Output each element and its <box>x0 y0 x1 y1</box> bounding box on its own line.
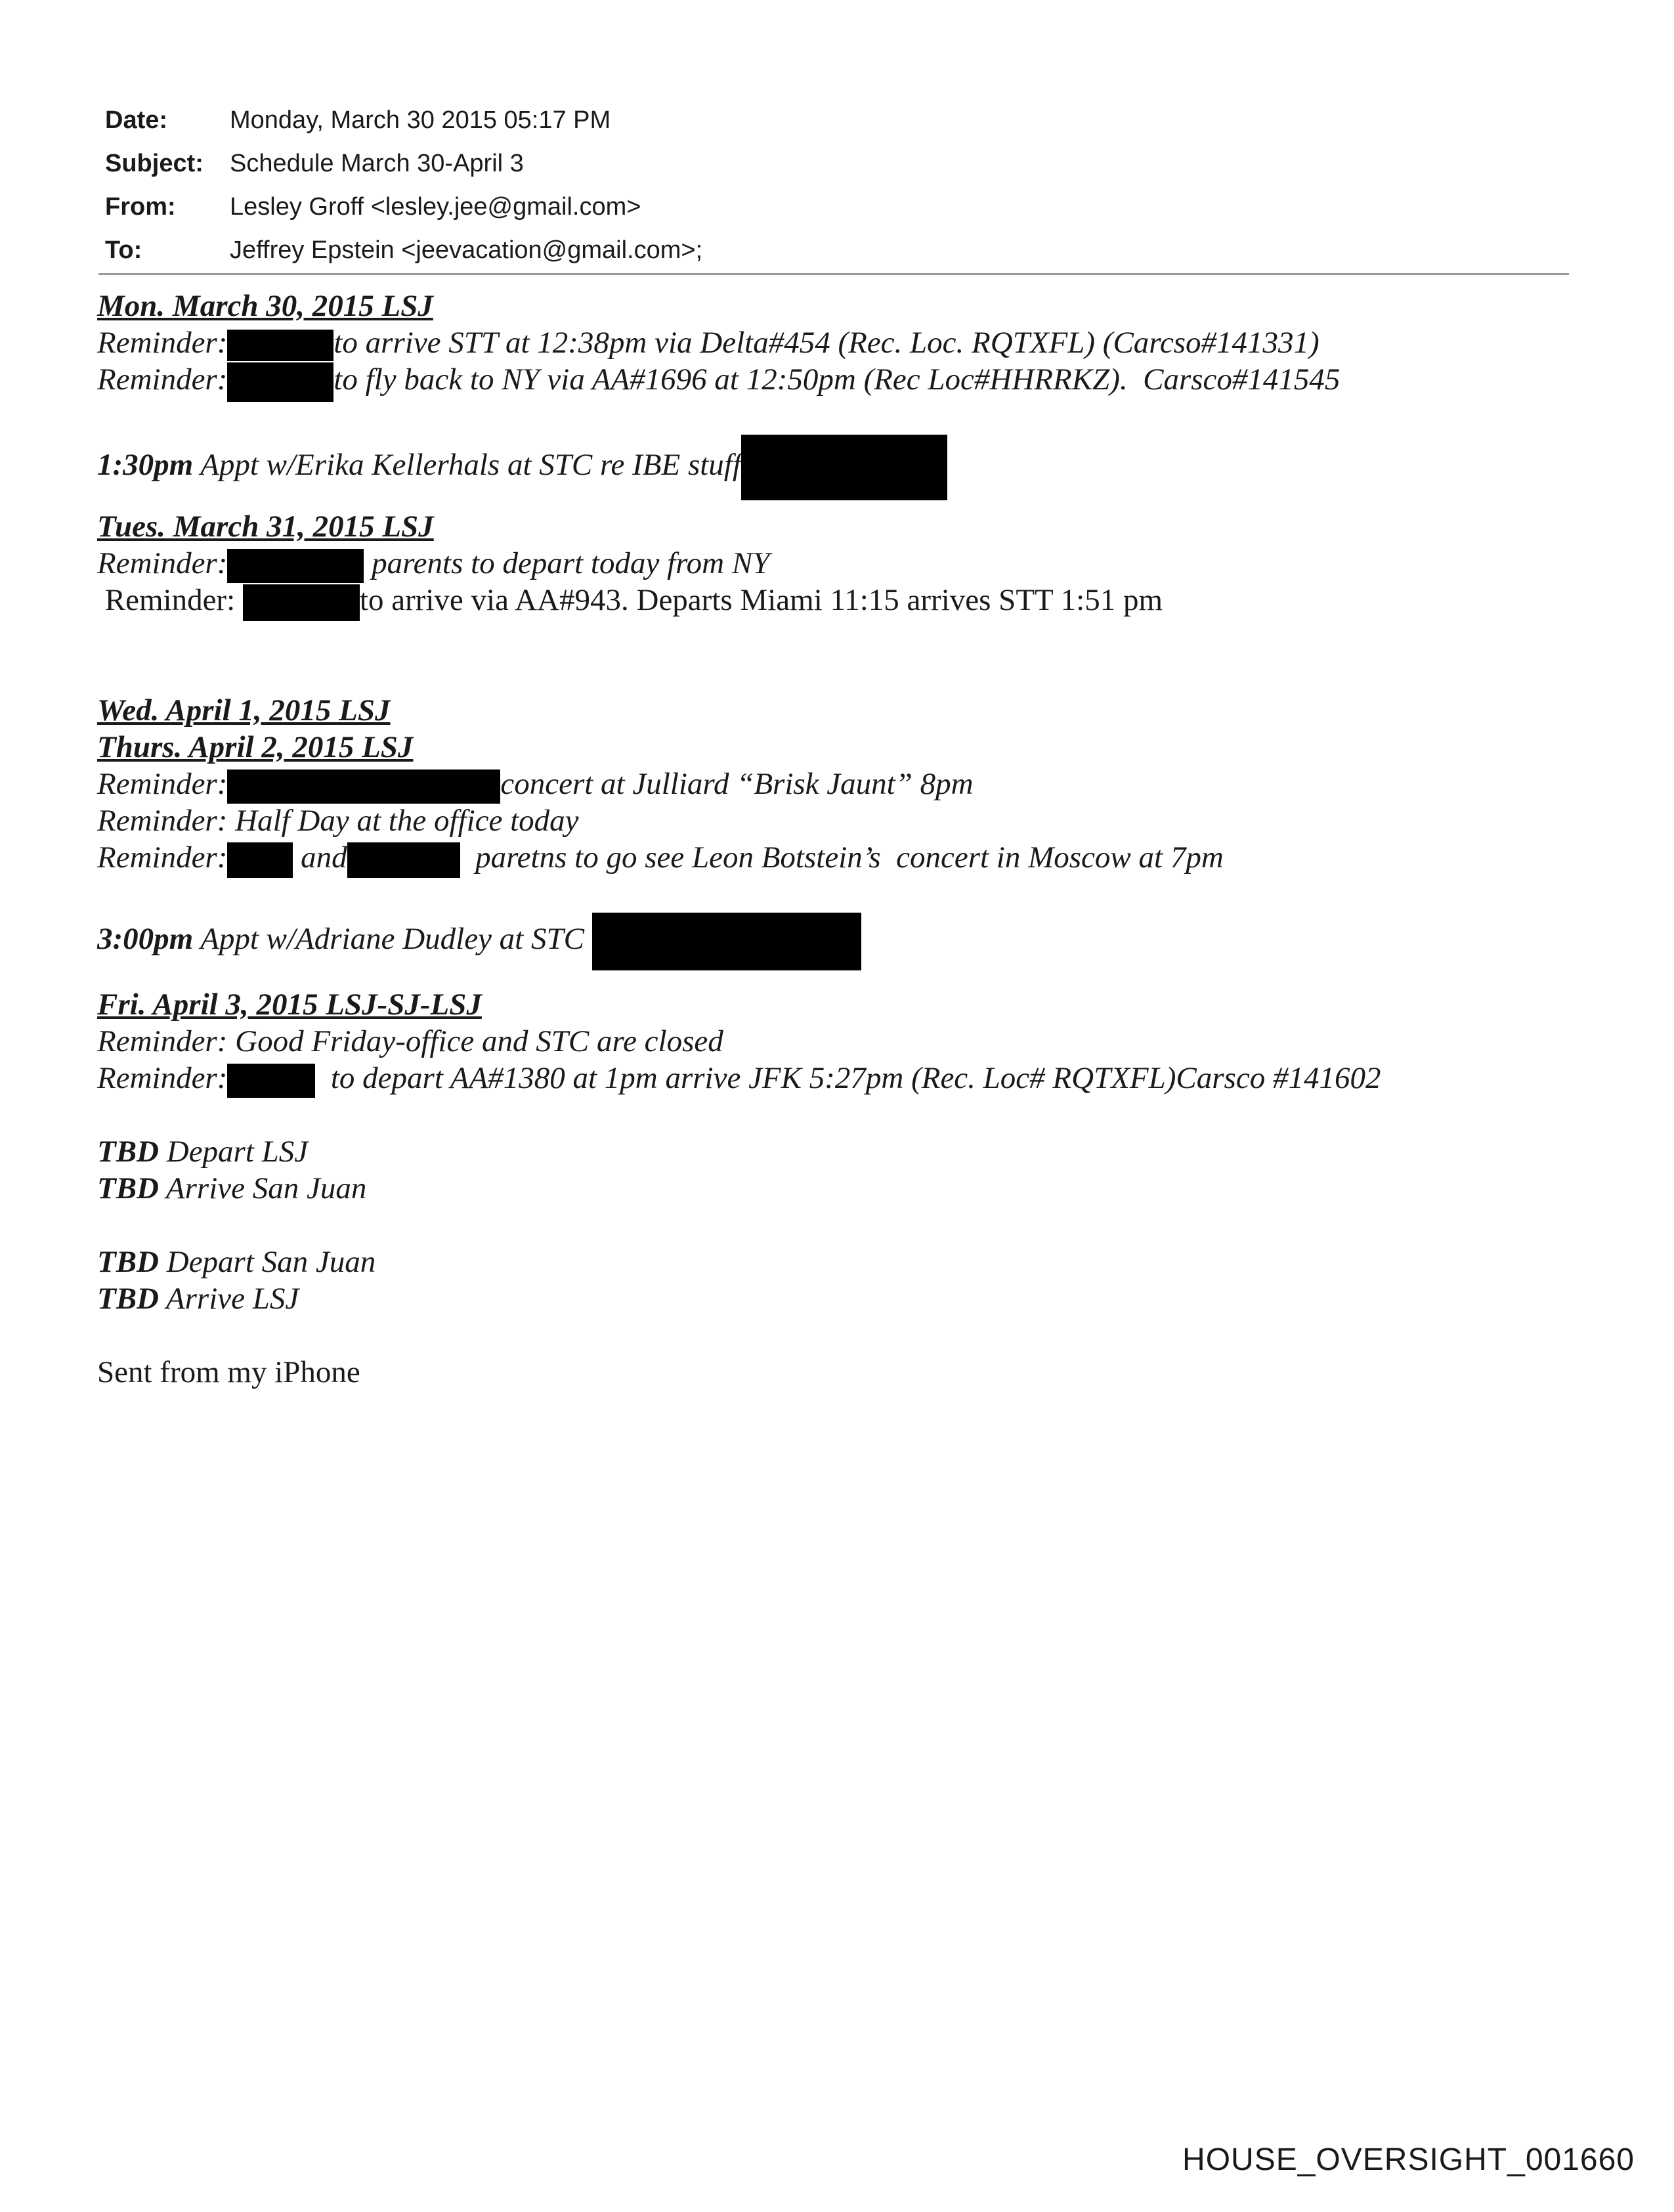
redaction-box <box>227 842 293 878</box>
tbd-label: TBD <box>97 1135 159 1169</box>
email-header <box>105 98 1576 272</box>
mon-reminder-1 <box>97 324 1574 361</box>
tbd-label: TBD <box>97 1245 159 1279</box>
appt-text: Appt w/Erika Kellerhals at STC re IBE stuff <box>193 447 741 482</box>
thu-reminder-2: Reminder: Half Day at the office today <box>97 804 579 838</box>
reminder-text: paretns to go see Leon Botstein’s concert in Moscow at 7pm <box>460 840 1224 875</box>
header-divider <box>98 273 1569 275</box>
appt-time: 1:30pm <box>97 447 194 482</box>
tbd-line-1 <box>97 1133 1574 1170</box>
date-label: Date: <box>105 106 168 134</box>
redaction-box <box>592 913 861 970</box>
date-row <box>105 98 1576 142</box>
redaction-box <box>227 330 333 361</box>
from-value: Lesley Groff <lesley.jee@gmail.com> <box>230 192 641 221</box>
redaction-box <box>347 842 460 878</box>
tue-reminder-2 <box>97 582 1574 618</box>
from-label: From: <box>105 192 176 221</box>
subject-label: Subject: <box>105 149 204 177</box>
tbd-text: Depart LSJ <box>159 1135 309 1169</box>
reminder-label: Reminder: <box>97 583 243 617</box>
thu-reminder-1 <box>97 766 1574 802</box>
subject-value: Schedule March 30-April 3 <box>230 149 524 177</box>
day-heading-thu: Thurs. April 2, 2015 LSJ <box>97 730 414 764</box>
spacer <box>97 1207 1574 1244</box>
day-heading-fri: Fri. April 3, 2015 LSJ-SJ-LSJ <box>97 987 482 1022</box>
reminder-text: and <box>293 840 347 875</box>
tbd-label: TBD <box>97 1171 159 1205</box>
thu-reminder-3 <box>97 839 1574 876</box>
redaction-box <box>243 584 360 621</box>
mon-appointment <box>97 435 1574 482</box>
tbd-label: TBD <box>97 1282 159 1316</box>
reminder-text: to arrive via AA#943. Departs Miami 11:15 arrives STT 1:51 pm <box>359 583 1163 617</box>
spacer <box>97 1096 1574 1133</box>
mon-reminder-2 <box>97 361 1574 398</box>
day-heading-mon: Mon. March 30, 2015 LSJ <box>97 289 433 323</box>
reminder-label: Reminder: <box>97 1061 228 1095</box>
redaction-box <box>227 1064 315 1098</box>
redaction-box <box>227 362 333 402</box>
to-row <box>105 228 1576 272</box>
tbd-line-4 <box>97 1280 1574 1317</box>
reminder-text: concert at Julliard “Brisk Jaunt” 8pm <box>500 767 974 801</box>
date-value: Monday, March 30 2015 05:17 PM <box>230 106 611 134</box>
email-body <box>97 288 1574 1391</box>
tbd-text: Depart San Juan <box>159 1245 376 1279</box>
thu-appointment <box>97 913 1574 956</box>
spacer <box>97 876 1574 913</box>
day-heading-tue: Tues. March 31, 2015 LSJ <box>97 510 434 544</box>
bates-number: HOUSE_OVERSIGHT_001660 <box>1182 2142 1635 2177</box>
tbd-text: Arrive San Juan <box>159 1171 367 1205</box>
redaction-box <box>227 770 500 804</box>
tue-reminder-1 <box>97 545 1574 582</box>
reminder-label: Reminder: <box>97 546 228 580</box>
redaction-box <box>741 435 947 500</box>
reminder-text: to depart AA#1380 at 1pm arrive JFK 5:27pm (Rec. Loc# RQTXFL)Carsco #141602 <box>315 1061 1381 1095</box>
reminder-label: Reminder: <box>97 767 228 801</box>
spacer <box>97 398 1574 435</box>
reminder-text: parents to depart today from NY <box>364 546 770 580</box>
to-label: To: <box>105 236 142 264</box>
tbd-line-3 <box>97 1244 1574 1280</box>
reminder-label: Reminder: <box>97 840 228 875</box>
spacer <box>97 1317 1574 1354</box>
reminder-label: Reminder: <box>97 362 228 397</box>
reminder-label: Reminder: <box>97 326 228 360</box>
reminder-text: to arrive STT at 12:38pm via Delta#454 (Rec. Loc. RQTXFL) (Carcso#141331) <box>333 326 1320 360</box>
reminder-text: to fly back to NY via AA#1696 at 12:50pm (Rec Loc#HHRRKZ). Carsco#141545 <box>333 362 1341 397</box>
redaction-box <box>227 549 364 583</box>
spacer <box>97 618 1574 692</box>
fri-reminder-2 <box>97 1060 1574 1096</box>
appt-text: Appt w/Adriane Dudley at STC <box>193 921 592 956</box>
tbd-line-2 <box>97 1170 1574 1207</box>
from-row <box>105 185 1576 228</box>
to-value: Jeffrey Epstein <jeevacation@gmail.com>; <box>230 236 703 264</box>
day-heading-wed: Wed. April 1, 2015 LSJ <box>97 693 391 727</box>
subject-row <box>105 142 1576 185</box>
appt-time: 3:00pm <box>97 921 194 956</box>
tbd-text: Arrive LSJ <box>159 1282 299 1316</box>
email-signature: Sent from my iPhone <box>97 1355 360 1389</box>
fri-reminder-1: Reminder: Good Friday-office and STC are closed <box>97 1024 723 1058</box>
